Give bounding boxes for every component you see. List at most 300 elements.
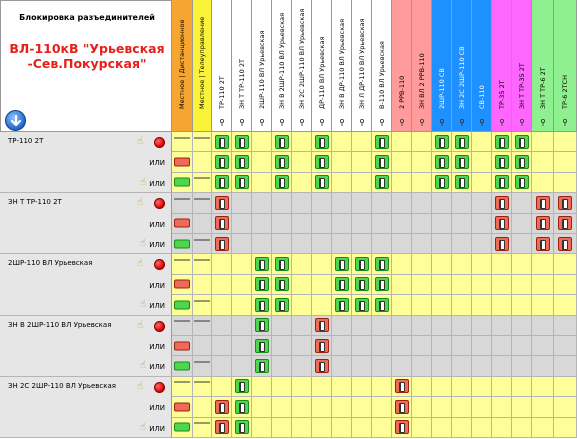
table-cell	[372, 356, 392, 376]
column-header	[193, 0, 212, 132]
table-cell	[532, 377, 554, 397]
table-cell	[372, 234, 392, 254]
switch-closed-icon	[435, 155, 449, 169]
mode-indicator-icon	[174, 137, 190, 146]
switch-closed-icon	[235, 135, 249, 149]
column-header-label: Местное | Дистанционное	[178, 19, 186, 109]
table-cell	[193, 193, 212, 213]
table-cell	[472, 377, 492, 397]
column-header	[292, 0, 312, 132]
table-cell	[472, 336, 492, 356]
switch-closed-icon	[255, 277, 269, 291]
table-cell	[392, 356, 412, 376]
table-cell	[352, 295, 372, 315]
table-cell	[554, 316, 577, 336]
table-cell	[312, 234, 332, 254]
switch-closed-icon	[275, 155, 289, 169]
table-cell	[332, 377, 352, 397]
switch-open-icon	[558, 196, 572, 210]
table-cell	[392, 295, 412, 315]
switch-closed-icon	[455, 135, 469, 149]
table-cell	[232, 193, 252, 213]
table-cell	[292, 295, 312, 315]
table-cell	[272, 254, 292, 274]
switch-closed-icon	[315, 155, 329, 169]
ili-label: ИЛИ	[149, 240, 165, 249]
table-cell	[532, 173, 554, 193]
column-header	[372, 0, 392, 132]
table-cell	[372, 418, 392, 438]
table-cell	[532, 397, 554, 417]
table-cell	[452, 418, 472, 438]
ili-label: ИЛИ	[149, 342, 165, 351]
switch-closed-icon	[495, 155, 509, 169]
table-cell	[412, 132, 432, 152]
table-cell	[332, 397, 352, 417]
table-cell	[372, 397, 392, 417]
mode-indicator-icon	[174, 321, 190, 330]
table-cell	[554, 418, 577, 438]
switch-symbol-icon	[337, 116, 347, 128]
switch-closed-icon	[375, 155, 389, 169]
table-cell	[452, 275, 472, 295]
mode-indicator-icon	[194, 382, 210, 391]
switch-closed-icon	[275, 175, 289, 189]
switch-closed-icon	[515, 155, 529, 169]
table-cell	[512, 275, 532, 295]
switch-open-icon	[495, 237, 509, 251]
table-cell	[193, 316, 212, 336]
table-cell	[554, 152, 577, 172]
table-cell	[554, 254, 577, 274]
ili-label: ИЛИ	[149, 404, 165, 413]
table-cell	[492, 418, 512, 438]
table-cell	[172, 234, 193, 254]
table-cell	[292, 275, 312, 295]
table-cell	[372, 132, 392, 152]
table-cell	[432, 275, 452, 295]
mode-indicator-icon	[174, 341, 190, 350]
switch-symbol-icon	[257, 116, 267, 128]
stop-button-icon[interactable]	[154, 137, 165, 148]
switch-symbol-icon	[397, 116, 407, 128]
table-cell	[252, 295, 272, 315]
column-header	[312, 0, 332, 132]
mode-indicator-icon	[194, 362, 210, 371]
hand-pointer-icon[interactable]: ☝	[139, 360, 146, 372]
table-cell	[232, 214, 252, 234]
switch-closed-icon	[275, 277, 289, 291]
table-cell	[372, 193, 392, 213]
table-cell	[412, 316, 432, 336]
table-cell	[312, 397, 332, 417]
mode-indicator-icon	[194, 198, 210, 207]
table-cell	[272, 356, 292, 376]
table-cell	[232, 356, 252, 376]
table-cell	[532, 275, 554, 295]
table-cell	[172, 397, 193, 417]
table-cell	[272, 275, 292, 295]
table-cell	[492, 193, 512, 213]
table-cell	[412, 193, 432, 213]
hand-pointer-icon[interactable]: ☝	[136, 197, 143, 209]
table-cell	[292, 214, 312, 234]
switch-open-icon	[315, 318, 329, 332]
mode-indicator-icon	[174, 423, 190, 432]
table-cell	[432, 193, 452, 213]
table-cell	[332, 254, 352, 274]
table-cell	[512, 152, 532, 172]
table-cell	[312, 377, 332, 397]
table-cell	[392, 132, 412, 152]
table-cell	[232, 336, 252, 356]
column-header	[492, 0, 512, 132]
table-cell	[193, 254, 212, 274]
mode-indicator-icon	[174, 158, 190, 167]
table-cell	[352, 173, 372, 193]
table-cell	[452, 152, 472, 172]
switch-closed-icon	[355, 298, 369, 312]
switch-closed-icon	[455, 155, 469, 169]
table-cell	[292, 418, 312, 438]
ili-label: ИЛИ	[149, 363, 165, 372]
switch-closed-icon	[275, 298, 289, 312]
table-cell	[452, 173, 472, 193]
table-cell	[172, 173, 193, 193]
table-cell	[232, 316, 252, 336]
table-cell	[512, 295, 532, 315]
table-cell	[193, 132, 212, 152]
title-panel	[0, 0, 172, 132]
table-cell	[292, 152, 312, 172]
switch-closed-icon	[335, 298, 349, 312]
table-cell	[412, 234, 432, 254]
table-cell	[193, 152, 212, 172]
mode-indicator-icon	[174, 239, 190, 248]
scroll-down-button[interactable]	[5, 110, 26, 131]
switch-closed-icon	[355, 277, 369, 291]
table-cell	[252, 316, 272, 336]
table-cell	[512, 418, 532, 438]
table-cell	[432, 152, 452, 172]
mode-indicator-icon	[174, 178, 190, 187]
switch-open-icon	[536, 237, 550, 251]
table-cell	[232, 152, 252, 172]
table-cell	[312, 132, 332, 152]
table-cell	[172, 295, 193, 315]
stop-button-icon[interactable]	[154, 382, 165, 393]
table-cell	[352, 397, 372, 417]
table-cell	[554, 377, 577, 397]
table-cell	[554, 336, 577, 356]
table-cell	[172, 254, 193, 274]
column-header	[212, 0, 232, 132]
switch-closed-icon	[495, 175, 509, 189]
table-cell	[252, 132, 272, 152]
table-cell	[432, 295, 452, 315]
table-cell	[492, 397, 512, 417]
switch-symbol-icon	[317, 116, 327, 128]
table-cell	[452, 234, 472, 254]
switch-symbol-icon	[538, 116, 548, 128]
column-header	[392, 0, 412, 132]
table-cell	[212, 397, 232, 417]
switch-closed-icon	[275, 257, 289, 271]
table-cell	[432, 336, 452, 356]
switch-closed-icon	[375, 277, 389, 291]
ili-label: ИЛИ	[149, 179, 165, 188]
table-cell	[412, 377, 432, 397]
table-cell	[532, 254, 554, 274]
table-cell	[492, 152, 512, 172]
ili-label: ИЛИ	[149, 424, 165, 433]
table-cell	[352, 418, 372, 438]
table-cell	[212, 336, 232, 356]
table-cell	[492, 254, 512, 274]
switch-closed-icon	[255, 339, 269, 353]
table-cell	[193, 234, 212, 254]
ili-label: ИЛИ	[149, 302, 165, 311]
group-name: ЗН Т ТР-110 2Т	[8, 198, 62, 207]
hand-pointer-icon[interactable]: ☝	[136, 258, 143, 270]
table-cell	[472, 275, 492, 295]
table-cell	[554, 173, 577, 193]
table-cell	[312, 356, 332, 376]
table-cell	[472, 316, 492, 336]
stop-button-icon[interactable]	[154, 198, 165, 209]
table-cell	[272, 295, 292, 315]
table-cell	[432, 418, 452, 438]
stop-button-icon[interactable]	[154, 259, 165, 270]
table-cell	[212, 214, 232, 234]
table-cell	[472, 214, 492, 234]
table-cell	[292, 132, 312, 152]
column-header	[172, 0, 193, 132]
table-cell	[554, 132, 577, 152]
table-cell	[232, 132, 252, 152]
stop-button-icon[interactable]	[154, 321, 165, 332]
table-cell	[252, 397, 272, 417]
switch-open-icon	[215, 237, 229, 251]
switch-open-icon	[215, 196, 229, 210]
table-cell	[372, 275, 392, 295]
table-cell	[193, 377, 212, 397]
table-cell	[392, 152, 412, 172]
hand-pointer-icon[interactable]: ☝	[139, 299, 146, 311]
table-cell	[512, 234, 532, 254]
mode-indicator-icon	[194, 423, 210, 432]
table-cell	[432, 397, 452, 417]
table-cell	[532, 295, 554, 315]
table-cell	[332, 336, 352, 356]
table-cell	[554, 397, 577, 417]
ili-label: ИЛИ	[149, 159, 165, 168]
table-cell	[272, 336, 292, 356]
table-cell	[352, 336, 372, 356]
table-cell	[554, 356, 577, 376]
table-cell	[292, 254, 312, 274]
column-header-label: ЗН Л ДР-110 ВЛ Урьевская	[357, 18, 366, 109]
table-cell	[412, 214, 432, 234]
table-cell	[292, 234, 312, 254]
switch-closed-icon	[515, 175, 529, 189]
hand-pointer-icon[interactable]: ☝	[139, 176, 146, 188]
table-cell	[554, 193, 577, 213]
group-name: ЗН В 2ШР-110 ВЛ Урьевская	[8, 320, 112, 329]
hand-pointer-icon[interactable]: ☝	[136, 136, 143, 147]
column-header-label: ТР-35 2Т	[497, 80, 506, 109]
mode-indicator-icon	[174, 280, 190, 289]
table-cell	[212, 356, 232, 376]
column-header-label: 2 РРВ-110	[397, 75, 406, 109]
table-cell	[352, 254, 372, 274]
table-cell	[512, 316, 532, 336]
column-header	[412, 0, 432, 132]
column-header	[472, 0, 492, 132]
table-cell	[554, 234, 577, 254]
switch-open-icon	[215, 400, 229, 414]
table-cell	[532, 356, 554, 376]
table-cell	[492, 377, 512, 397]
column-header	[352, 0, 372, 132]
table-cell	[392, 336, 412, 356]
switch-symbol-icon	[457, 116, 467, 128]
table-cell	[472, 234, 492, 254]
table-cell	[372, 295, 392, 315]
table-cell	[292, 397, 312, 417]
table-cell	[352, 214, 372, 234]
column-header	[252, 0, 272, 132]
table-cell	[392, 418, 412, 438]
table-cell	[452, 132, 472, 152]
table-cell	[212, 295, 232, 315]
table-cell	[412, 397, 432, 417]
table-cell	[412, 295, 432, 315]
table-cell	[193, 214, 212, 234]
table-cell	[372, 152, 392, 172]
table-cell	[372, 214, 392, 234]
table-cell	[492, 316, 512, 336]
table-cell	[392, 214, 412, 234]
table-cell	[252, 152, 272, 172]
table-cell	[352, 377, 372, 397]
table-cell	[412, 275, 432, 295]
table-cell	[252, 254, 272, 274]
switch-open-icon	[495, 196, 509, 210]
switch-closed-icon	[335, 277, 349, 291]
table-cell	[532, 336, 554, 356]
table-cell	[392, 234, 412, 254]
table-cell	[512, 397, 532, 417]
table-cell	[532, 152, 554, 172]
mode-indicator-icon	[174, 300, 190, 309]
table-cell	[432, 316, 452, 336]
table-cell	[352, 132, 372, 152]
table-cell	[212, 316, 232, 336]
table-cell	[512, 336, 532, 356]
switch-open-icon	[395, 379, 409, 393]
column-header-label: ДР-110 ВЛ Урьевская	[317, 36, 326, 109]
mode-indicator-icon	[174, 362, 190, 371]
table-cell	[352, 275, 372, 295]
switch-open-icon	[558, 237, 572, 251]
column-header-label: ЗН 2С 2ШР-110 ВЛ Урьевская	[297, 8, 306, 109]
table-cell	[172, 316, 193, 336]
switch-closed-icon	[235, 379, 249, 393]
line-title: ВЛ-110кВ "Урьевская -Сев.Покурская"	[9, 41, 165, 71]
table-cell	[392, 316, 412, 336]
table-cell	[193, 275, 212, 295]
table-cell	[193, 397, 212, 417]
group-label-panel	[0, 316, 172, 377]
table-cell	[512, 132, 532, 152]
table-cell	[312, 254, 332, 274]
switch-symbol-icon	[437, 116, 447, 128]
table-cell	[412, 418, 432, 438]
table-cell	[312, 214, 332, 234]
table-cell	[532, 214, 554, 234]
switch-open-icon	[315, 339, 329, 353]
hand-pointer-icon[interactable]: ☝	[136, 380, 143, 392]
table-cell	[492, 173, 512, 193]
table-cell	[452, 214, 472, 234]
column-header-label: 2ШР-110 ВЛ Урьевская	[257, 30, 266, 109]
group-label-panel	[0, 132, 172, 193]
table-cell	[172, 193, 193, 213]
table-cell	[392, 193, 412, 213]
table-cell	[532, 234, 554, 254]
column-header	[272, 0, 292, 132]
switch-closed-icon	[315, 175, 329, 189]
hand-pointer-icon[interactable]: ☝	[139, 237, 146, 249]
switch-symbol-icon	[377, 116, 387, 128]
column-header-label: ТР-6 2ТСН	[561, 75, 569, 109]
switch-symbol-icon	[277, 116, 287, 128]
table-cell	[392, 397, 412, 417]
table-cell	[172, 418, 193, 438]
table-cell	[193, 295, 212, 315]
table-cell	[432, 377, 452, 397]
table-cell	[252, 214, 272, 234]
hand-pointer-icon[interactable]: ☝	[136, 319, 143, 331]
hand-pointer-icon[interactable]: ☝	[139, 421, 146, 433]
table-cell	[332, 132, 352, 152]
switch-symbol-icon	[217, 116, 227, 128]
column-header-label: ЗН 2С 2ШР-110 СВ	[457, 46, 466, 109]
switch-closed-icon	[455, 175, 469, 189]
table-cell	[292, 336, 312, 356]
table-cell	[492, 336, 512, 356]
column-header	[232, 0, 252, 132]
table-cell	[432, 234, 452, 254]
ili-label: ИЛИ	[149, 281, 165, 290]
column-header-label: В-110 ВЛ Урьевская	[377, 41, 386, 109]
table-cell	[312, 316, 332, 336]
column-header	[452, 0, 472, 132]
table-cell	[212, 152, 232, 172]
table-cell	[372, 377, 392, 397]
table-cell	[512, 214, 532, 234]
table-cell	[252, 356, 272, 376]
switch-closed-icon	[235, 420, 249, 434]
switch-symbol-icon	[560, 116, 570, 128]
ili-label: ИЛИ	[149, 220, 165, 229]
switch-closed-icon	[495, 135, 509, 149]
table-cell	[232, 397, 252, 417]
switch-closed-icon	[235, 175, 249, 189]
column-header-label: ЗН Т ТР-110 2Т	[237, 59, 246, 109]
table-cell	[332, 418, 352, 438]
